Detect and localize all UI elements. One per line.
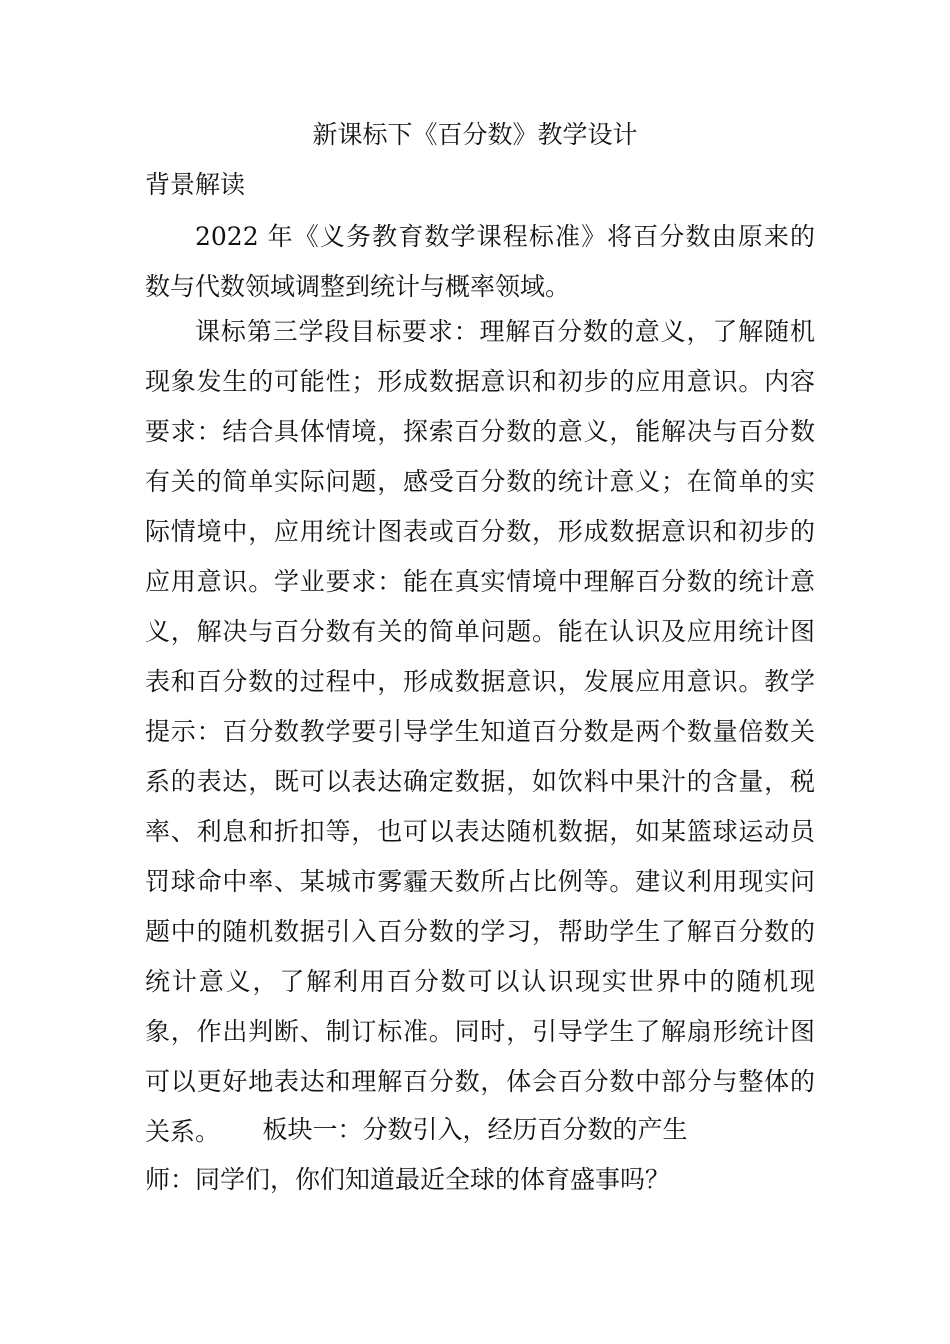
- paragraph-standard-change: 2022 年《义务教育数学课程标准》将百分数由原来的数与代数领域调整到统计与概率领域。: [145, 222, 815, 301]
- section-title-block-one: 板块一：分数引入，经历百分数的产生: [262, 1115, 688, 1144]
- paragraph-curriculum-requirements: 课标第三学段目标要求：理解百分数的意义，了解随机现象发生的可能性；形成数据意识和初步的应用意识。内容要求：结合具体情境，探索百分数的意义，能解决与百分数有关的简单实际问题，感受百分数的统计意义；在简单的实际情境中，应用统计图表或百分数，形成数据意识和初步的应用意识。学业要求：能在真实情境中理解百分数的统计意义，解决与百分数有关的简单问题。能在认识及应用统计图表和百分数的过程中，形成数据意识，发展应用意识。教学提示：百分数教学要引导学生知道百分数是两个数量倍数关系的表达，既可以表达确定数据，如饮料中果汁的含量，税率、利息和折扣等，也可以表达随机数据，如某篮球运动员罚球命中率、某城市雾霾天数所占比例等。建议利用现实问题中的随机数据引入百分数的学习，帮助学生了解百分数的统计意义，了解利用百分数可以认识现实世界中的随机现象，作出判断、制订标准。同时，引导学生了解扇形统计图可以更好地表达和理解百分数，体会百分数中部分与整体的关系。: [145, 317, 815, 1146]
- document-title: 新课标下《百分数》教学设计: [312, 120, 638, 149]
- teacher-dialog-line: 师：同学们，你们知道最近全球的体育盛事吗？: [145, 1165, 671, 1194]
- section-heading-background: 背景解读: [145, 170, 246, 199]
